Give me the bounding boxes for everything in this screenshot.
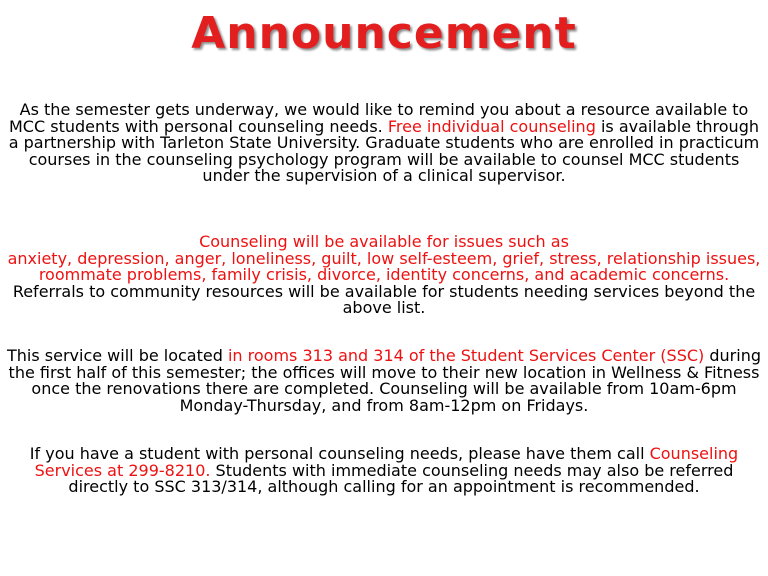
paragraph-resource-intro bbox=[6, 102, 762, 185]
phone-highlight: Counseling Services at 299-8210. bbox=[34, 444, 739, 480]
location-highlight: in rooms 313 and 314 of the Student Services Center (SSC) bbox=[227, 346, 705, 365]
paragraph-resource-rest: is available through a partnership with Tarleton State University. Graduate students who are enrolled in practicum courses in the counseling psychology program will be available to counsel MCC students under the supervision of a clinical supervisor. bbox=[8, 116, 760, 185]
issues-lead-highlight: Counseling will be available for issues such as bbox=[199, 232, 569, 251]
free-counseling-highlight: Free individual counseling bbox=[387, 116, 596, 136]
slide-title: Announcement bbox=[191, 8, 577, 59]
paragraph-contact bbox=[6, 446, 762, 496]
paragraph-resource-intro-text: As the semester gets underway, we would like to remind you about a resource available to MCC students with personal counseling needs. bbox=[9, 100, 749, 136]
paragraph-contact-intro: If you have a student with personal counseling needs, please have them call bbox=[29, 444, 650, 463]
paragraph-location bbox=[6, 348, 762, 414]
paragraph-location-rest: during the first half of this semester; the offices will move to their new location in Wellness & Fitness once the renovations there are completed. Counseling will be available from 10am-6pm Monday-Thursday, and from 8am-12pm on Fridays. bbox=[8, 346, 761, 415]
paragraph-issues-rest: Referrals to community resources will be available for students needing services beyond the above list. bbox=[12, 281, 756, 317]
paragraph-contact-rest: Students with immediate counseling needs may also be referred directly to SSC 313/314, although calling for an appointment is recommended. bbox=[68, 460, 734, 496]
issues-list-highlight: anxiety, depression, anger, loneliness, guilt, low self-esteem, grief, stress, relationship issues, roommate problems, family crisis, divorce, identity concerns, and academic concerns. bbox=[7, 248, 761, 284]
paragraph-issues bbox=[6, 234, 762, 317]
paragraph-location-intro: This service will be located bbox=[7, 346, 228, 365]
